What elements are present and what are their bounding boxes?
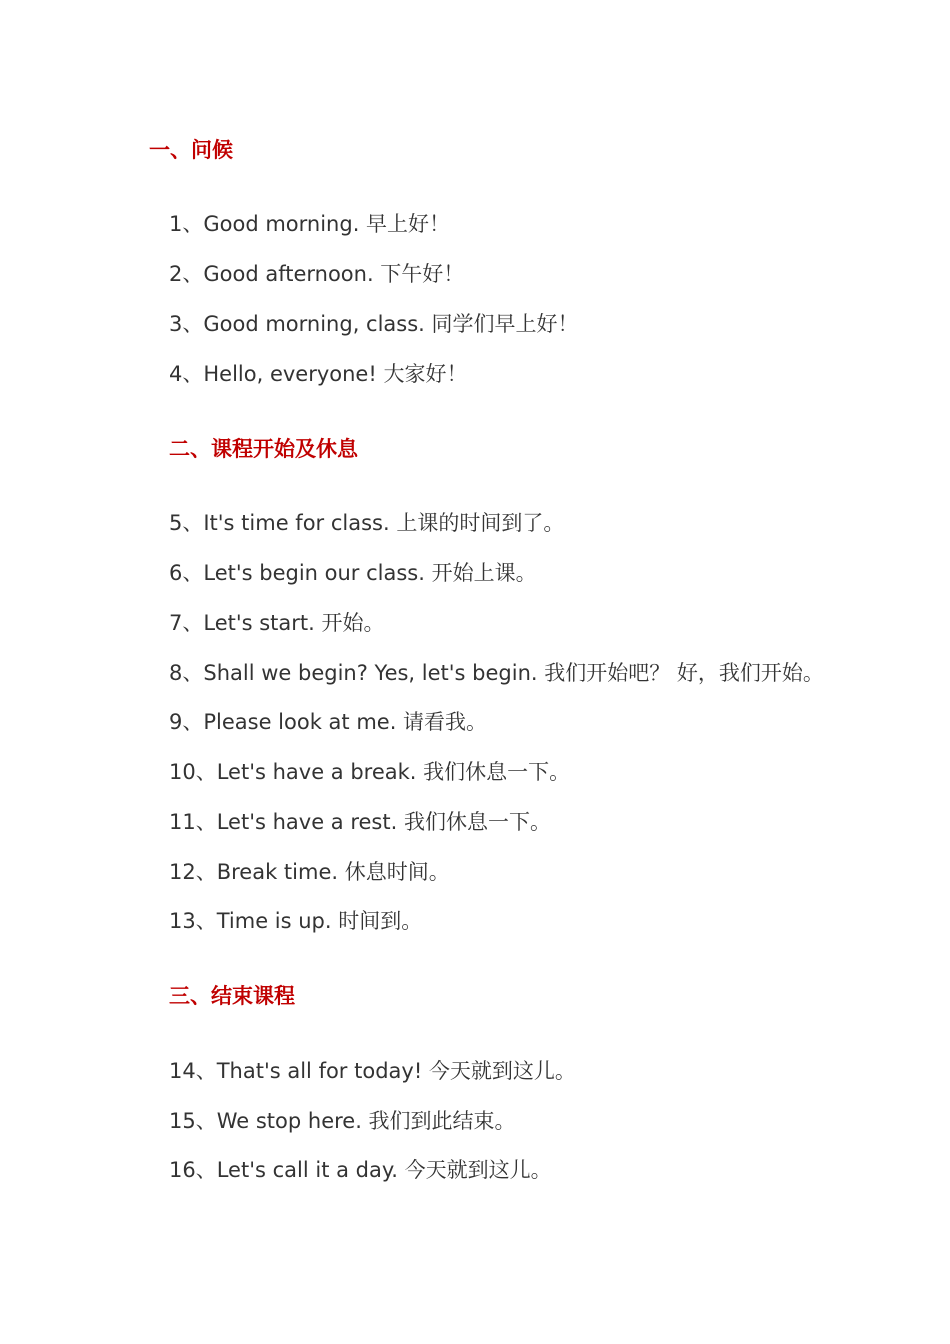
list-item: 2、Good afternoon. 下午好！ bbox=[169, 262, 465, 286]
list-item: 3、Good morning, class. 同学们早上好！ bbox=[169, 312, 579, 336]
list-item: 5、It's time for class. 上课的时间到了。 bbox=[169, 511, 565, 535]
list-item: 9、Please look at me. 请看我。 bbox=[169, 710, 488, 734]
list-item: 8、Shall we begin? Yes, let's begin. 我们开始吧？ 好，我们开始。 bbox=[169, 661, 824, 685]
list-item: 1、Good morning. 早上好！ bbox=[169, 212, 451, 236]
list-item: 11、Let's have a rest. 我们休息一下。 bbox=[169, 810, 551, 834]
section-heading-greetings: 一、问候 bbox=[149, 138, 233, 162]
list-item: 6、Let's begin our class. 开始上课。 bbox=[169, 561, 537, 585]
list-item: 14、That's all for today! 今天就到这儿。 bbox=[169, 1059, 576, 1083]
list-item: 15、We stop here. 我们到此结束。 bbox=[169, 1109, 516, 1133]
section-heading-class-start: 二、课程开始及休息 bbox=[169, 437, 358, 461]
list-item: 16、Let's call it a day. 今天就到这儿。 bbox=[169, 1158, 552, 1182]
list-item: 12、Break time. 休息时间。 bbox=[169, 860, 450, 884]
list-item: 13、Time is up. 时间到。 bbox=[169, 909, 423, 933]
section-heading-class-end: 三、结束课程 bbox=[169, 984, 295, 1008]
list-item: 4、Hello, everyone! 大家好！ bbox=[169, 362, 468, 386]
list-item: 7、Let's start. 开始。 bbox=[169, 611, 385, 635]
list-item: 10、Let's have a break. 我们休息一下。 bbox=[169, 760, 571, 784]
